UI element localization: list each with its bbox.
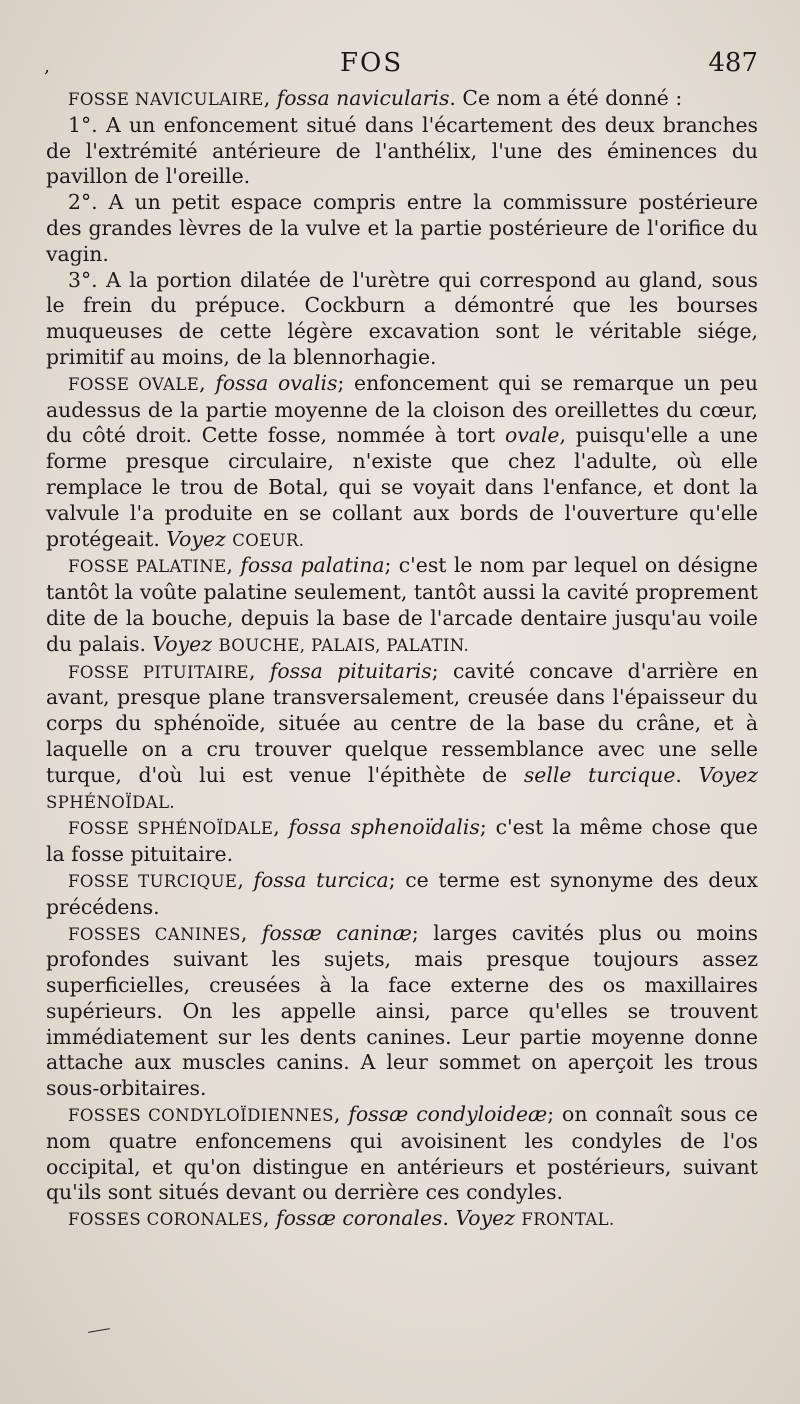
dictionary-body xyxy=(46,86,758,1233)
entry-latin-term: fossa pituitaris xyxy=(269,658,432,683)
entry-headword: FOSSE TURCIQUE xyxy=(68,871,238,891)
entry-text-continued: , puisqu'elle a une forme presque circulaire, n'existe que chez l'adulte, où elle remplace le trou de Botal, qui se voyait dans l'enfance, et dont la valvule l'a produite en se collant aux bords de l'ouverture qu'elle protégeait. xyxy=(46,423,758,551)
entry-text: ; cavité concave d'arrière en avant, presque plane transversalement, creusée dans l'épaisseur du corps du sphénoïde, située au centre de la base du crâne, et à laquelle on a cru trouver quelque ressemblance avec une selle turque, d'où lui est venue l'épithète de xyxy=(46,658,758,787)
entry-latin-term: fossæ coronales xyxy=(276,1206,443,1231)
entry-fosse-turcique: FOSSE TURCIQUE, fossa turcica; ce terme est synonyme des deux précédens. xyxy=(46,867,759,919)
entry-fosses-condyloidiennes: FOSSES CONDYLOÏDIENNES, fossæ condyloideæ; on connaît sous ce nom quatre enfoncemens qui avoisinent les condyles de l'os occipital, et qu'on distingue en antérieurs et postérieurs, suivant qu'ils sont situés devant ou derrière ces condyles. xyxy=(46,1102,758,1205)
entry-text: . Ce nom a été donné : xyxy=(449,86,683,110)
entry-text: ; c'est le nom par lequel on désigne tantôt la voûte palatine seulement, tantôt aussi la cavité proprement dite de la bouche, depuis la base de l'arcade dentaire jusqu'au voile du palais. xyxy=(46,553,758,656)
entry-subsense-3: 3°. A la portion dilatée de l'urètre qui correspond au gland, sous le frein du prépuce. Cockburn a démontré que les bourses muqueuses de cette légère excavation sont le véritable siége, primitif au moins, de la blennorhagie. xyxy=(46,267,758,369)
entry-latin-term: fossæ condyloideæ xyxy=(348,1102,548,1127)
cross-reference: SPHÉNOÏDAL. xyxy=(46,792,176,812)
entry-fosse-naviculaire: FOSSE NAVICULAIRE, fossa navicularis. Ce nom a été donné : xyxy=(68,86,683,110)
entry-headword: FOSSE PALATINE xyxy=(68,557,227,577)
entry-fosse-palatine: FOSSE PALATINE, fossa palatina; c'est le nom par lequel on désigne tantôt la voûte palatine seulement, tantôt aussi la cavité proprement dite de la bouche, depuis la base de l'arcade dentaire jusqu'au voile du palais. Voyez BOUCHE, PALAIS, PALATIN. xyxy=(46,553,758,656)
see-also-label: Voyez xyxy=(166,526,226,551)
entry-fosse-sphenoidale: FOSSE SPHÉNOÏDALE, fossa sphenoïdalis; c'est la même chose que la fosse pituitaire. xyxy=(46,815,758,867)
entry-latin-term: fossa palatina xyxy=(240,553,385,578)
entry-text: ; on connaît sous ce nom quatre enfoncemens qui avoisinent les condyles de l'os occipital, et qu'on distingue en antérieurs et postérieurs, suivant qu'ils sont situés devant ou derrière ces condyles. xyxy=(46,1102,758,1205)
entry-fosse-pituitaire: FOSSE PITUITAIRE, fossa pituitaris; cavité concave d'arrière en avant, presque plane transversalement, creusée dans l'épaisseur du corps du sphénoïde, située au centre de la base du crâne, et à laquelle on a cru trouver quelque ressemblance avec une selle turque, d'où lui est venue l'épithète de selle turcique. Voyez SPHÉNOÏDAL. xyxy=(46,658,759,812)
entry-subsense-1: 1°. A un enfoncement situé dans l'écartement des deux branches de l'extrémité antérieure de l'anthélix, l'une des éminences du pavillon de l'oreille. xyxy=(46,112,758,189)
entry-subsense-2: 2°. A un petit espace compris entre la commissure postérieure des grandes lèvres de la vulve et la partie postérieure de l'orifice du vagin. xyxy=(46,190,758,266)
entry-fosses-canines: FOSSES CANINES, fossæ caninæ; larges cavités plus ou moins profondes suivant les sujets, mais presque toujours assez superficielles, creusées à la face externe des os maxillaires supérieurs. On les appelle ainsi, parce qu'elles se trouvent immédiatement sur les dents canines. Leur partie moyenne donne attache aux muscles canins. A leur sommet on aperçoit les trous sous-orbitaires. xyxy=(46,920,758,1101)
entry-headword: FOSSE PITUITAIRE xyxy=(68,662,249,682)
page-number: 487 xyxy=(708,48,758,78)
entry-latin-term: fossa turcica xyxy=(253,867,389,892)
entry-italic-word: selle turcique xyxy=(523,762,676,787)
entry-headword: FOSSES CANINES xyxy=(68,924,241,944)
entry-headword: FOSSES CORONALES xyxy=(68,1210,264,1230)
see-also-label: Voyez xyxy=(698,762,759,787)
see-also-label: Voyez xyxy=(152,631,212,656)
entry-text-continued: . xyxy=(675,762,699,787)
entry-headword: FOSSE SPHÉNOÏDALE xyxy=(68,819,274,839)
entry-headword: FOSSE NAVICULAIRE xyxy=(68,90,264,109)
entry-latin-term: fossæ caninæ xyxy=(261,920,412,945)
see-also-label: Voyez xyxy=(455,1206,515,1231)
entry-text: ; ce terme est synonyme des deux précédens. xyxy=(46,867,759,919)
entry-fosse-ovale: FOSSE OVALE, fossa ovalis; enfoncement qui se remarque un peu audessus de la partie moyenne de la cloison des oreillettes du cœur, du côté droit. Cette fosse, nommée à tort ovale, puisqu'elle a une forme presque circulaire, n'existe que chez l'adulte, où elle remplace le trou de Botal, qui se voyait dans l'enfance, et dont la valvule l'a produite en se collant aux bords de l'ouverture qu'elle protégeait. Voyez COEUR. xyxy=(46,370,758,551)
entry-fosses-coronales: FOSSES CORONALES, fossæ coronales. Voyez FRONTAL. xyxy=(68,1206,615,1231)
entry-text: ; enfoncement qui se remarque un peu audessus de la partie moyenne de la cloison des oreillettes du cœur, du côté droit. Cette fosse, nommée à tort xyxy=(46,370,758,448)
entry-text: . xyxy=(442,1206,456,1231)
cross-reference: BOUCHE, PALAIS, PALATIN. xyxy=(218,635,470,655)
entry-latin-term: fossa ovalis xyxy=(215,370,338,395)
entry-italic-word: ovale xyxy=(504,423,560,448)
entry-headword: FOSSE OVALE xyxy=(68,374,200,394)
entry-headword: FOSSES CONDYLOÏDIENNES xyxy=(68,1106,334,1126)
running-head: FOS xyxy=(340,48,404,78)
entry-text: ; larges cavités plus ou moins profondes suivant les sujets, mais presque toujours assez superficielles, creusées à la face externe des os maxillaires supérieurs. On les appelle ainsi, parce qu'elles se trouvent immédiatement sur les dents canines. Leur partie moyenne donne attache aux muscles canins. A leur sommet on aperçoit les trous sous-orbitaires. xyxy=(46,920,758,1101)
entry-latin-term: fossa navicularis xyxy=(276,86,450,110)
entry-text: ; c'est la même chose que la fosse pituitaire. xyxy=(46,815,758,867)
margin-mark: ‚ xyxy=(44,56,50,77)
page-header xyxy=(0,48,800,84)
cross-reference: COEUR. xyxy=(232,530,305,550)
cross-reference: FRONTAL. xyxy=(521,1210,615,1230)
ink-stroke-mark xyxy=(88,1328,110,1333)
entry-latin-term: fossa sphenoïdalis xyxy=(288,815,480,840)
